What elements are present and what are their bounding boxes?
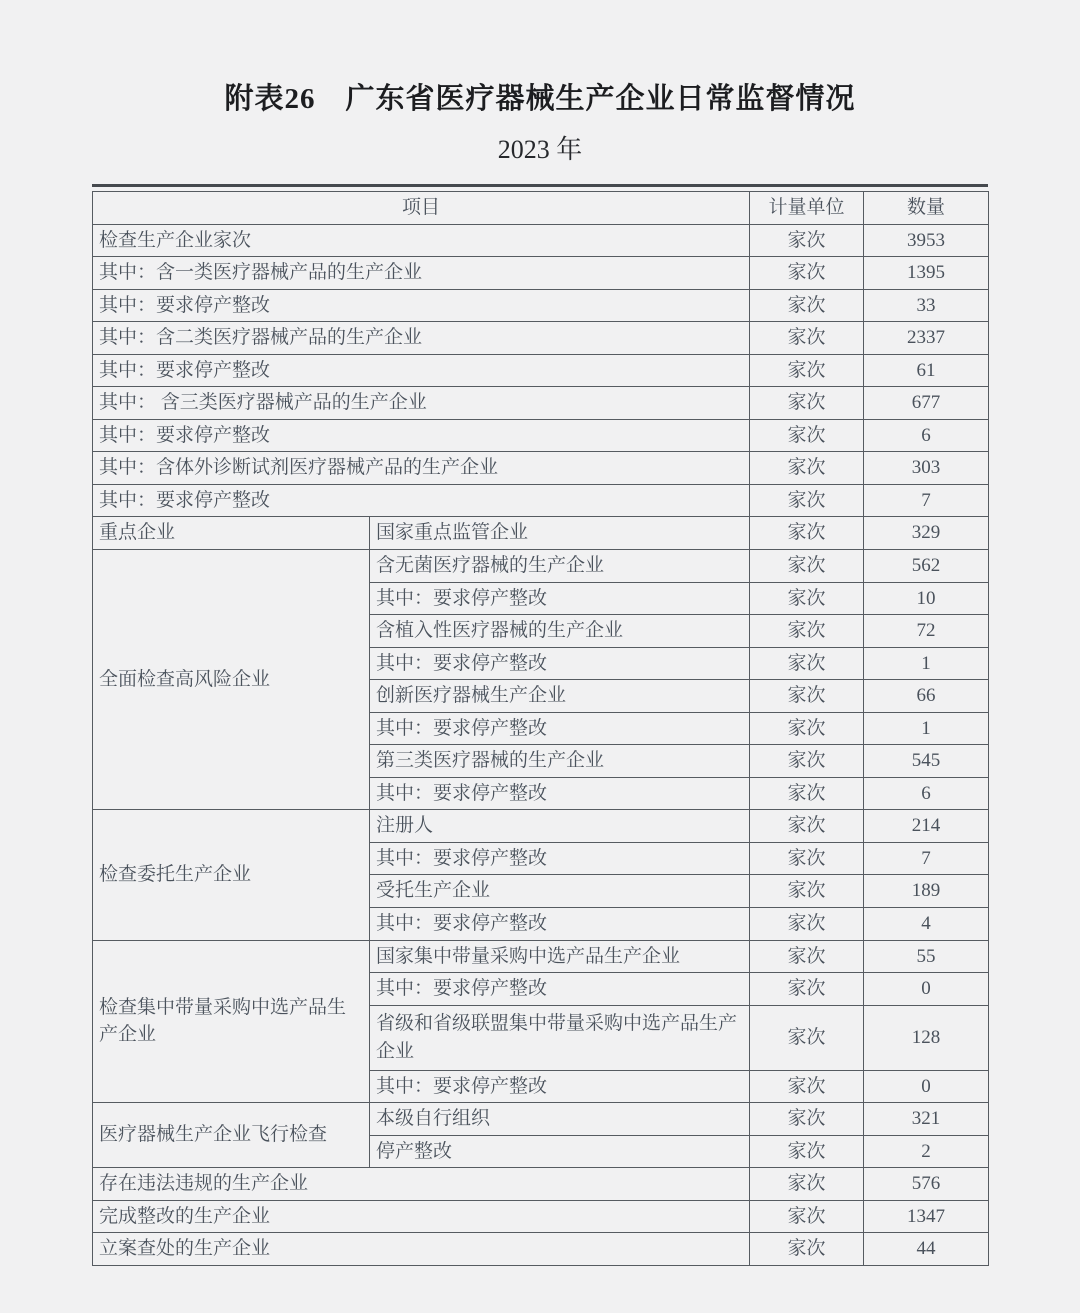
unit-cell: 家次 [750, 257, 864, 290]
quantity-cell: 66 [864, 680, 989, 713]
quantity-cell: 1 [864, 647, 989, 680]
quantity-cell: 2337 [864, 322, 989, 355]
item-cell: 检查生产企业家次 [93, 224, 750, 257]
table-row [93, 289, 989, 322]
column-header-unit: 计量单位 [750, 192, 864, 225]
column-header-qty: 数量 [864, 192, 989, 225]
table-row [93, 322, 989, 355]
unit-cell: 家次 [750, 582, 864, 615]
item-cell: 含植入性医疗器械的生产企业 [370, 615, 750, 648]
quantity-cell: 2 [864, 1135, 989, 1168]
unit-cell: 家次 [750, 419, 864, 452]
table-row [93, 257, 989, 290]
unit-cell: 家次 [750, 1070, 864, 1103]
unit-cell: 家次 [750, 810, 864, 843]
item-cell: 其中：要求停产整改 [93, 484, 750, 517]
item-cell: 立案查处的生产企业 [93, 1233, 750, 1266]
item-cell: 其中：要求停产整改 [370, 647, 750, 680]
quantity-cell: 321 [864, 1103, 989, 1136]
unit-cell: 家次 [750, 1200, 864, 1233]
quantity-cell: 0 [864, 973, 989, 1006]
item-cell: 含无菌医疗器械的生产企业 [370, 550, 750, 583]
quantity-cell: 677 [864, 387, 989, 420]
quantity-cell: 189 [864, 875, 989, 908]
unit-cell: 家次 [750, 1233, 864, 1266]
table-row [93, 354, 989, 387]
unit-cell: 家次 [750, 680, 864, 713]
column-header-item: 项目 [93, 192, 750, 225]
unit-cell: 家次 [750, 387, 864, 420]
item-cell: 本级自行组织 [370, 1103, 750, 1136]
item-cell: 完成整改的生产企业 [93, 1200, 750, 1233]
quantity-cell: 0 [864, 1070, 989, 1103]
item-cell: 国家集中带量采购中选产品生产企业 [370, 940, 750, 973]
quantity-cell: 6 [864, 419, 989, 452]
quantity-cell: 1 [864, 712, 989, 745]
unit-cell: 家次 [750, 615, 864, 648]
unit-cell: 家次 [750, 1103, 864, 1136]
unit-cell: 家次 [750, 1005, 864, 1070]
quantity-cell: 4 [864, 908, 989, 941]
group-label-cell: 全面检查高风险企业 [93, 550, 370, 810]
table-row [93, 1103, 989, 1136]
unit-cell: 家次 [750, 973, 864, 1006]
quantity-cell: 61 [864, 354, 989, 387]
group-label-cell: 检查委托生产企业 [93, 810, 370, 940]
item-cell: 其中：含一类医疗器械产品的生产企业 [93, 257, 750, 290]
item-cell: 其中：要求停产整改 [93, 354, 750, 387]
item-cell: 其中：要求停产整改 [370, 842, 750, 875]
item-cell: 国家重点监管企业 [370, 517, 750, 550]
table-row [93, 940, 989, 973]
table-row [93, 224, 989, 257]
quantity-cell: 33 [864, 289, 989, 322]
item-cell: 其中：要求停产整改 [370, 1070, 750, 1103]
item-cell: 其中：含二类医疗器械产品的生产企业 [93, 322, 750, 355]
quantity-cell: 1395 [864, 257, 989, 290]
unit-cell: 家次 [750, 484, 864, 517]
item-cell: 省级和省级联盟集中带量采购中选产品生产企业 [370, 1005, 750, 1070]
unit-cell: 家次 [750, 354, 864, 387]
unit-cell: 家次 [750, 452, 864, 485]
unit-cell: 家次 [750, 647, 864, 680]
unit-cell: 家次 [750, 712, 864, 745]
table-row [93, 1233, 989, 1266]
table-row [93, 1200, 989, 1233]
quantity-cell: 576 [864, 1168, 989, 1201]
table-row [93, 484, 989, 517]
table-row [93, 387, 989, 420]
item-cell: 受托生产企业 [370, 875, 750, 908]
unit-cell: 家次 [750, 289, 864, 322]
group-label-cell: 检查集中带量采购中选产品生产企业 [93, 940, 370, 1103]
item-cell: 其中：含体外诊断试剂医疗器械产品的生产企业 [93, 452, 750, 485]
unit-cell: 家次 [750, 940, 864, 973]
quantity-cell: 3953 [864, 224, 989, 257]
table-row [93, 1168, 989, 1201]
unit-cell: 家次 [750, 517, 864, 550]
item-cell: 注册人 [370, 810, 750, 843]
item-cell: 其中：要求停产整改 [370, 777, 750, 810]
group-label-cell: 重点企业 [93, 517, 370, 550]
quantity-cell: 10 [864, 582, 989, 615]
quantity-cell: 329 [864, 517, 989, 550]
item-cell: 其中：要求停产整改 [370, 973, 750, 1006]
table-row [93, 517, 989, 550]
item-cell: 停产整改 [370, 1135, 750, 1168]
item-cell: 创新医疗器械生产企业 [370, 680, 750, 713]
quantity-cell: 214 [864, 810, 989, 843]
unit-cell: 家次 [750, 777, 864, 810]
item-cell: 其中： 含三类医疗器械产品的生产企业 [93, 387, 750, 420]
quantity-cell: 55 [864, 940, 989, 973]
unit-cell: 家次 [750, 875, 864, 908]
quantity-cell: 6 [864, 777, 989, 810]
unit-cell: 家次 [750, 745, 864, 778]
unit-cell: 家次 [750, 1168, 864, 1201]
unit-cell: 家次 [750, 908, 864, 941]
quantity-cell: 44 [864, 1233, 989, 1266]
table-body [93, 224, 989, 1265]
item-cell: 第三类医疗器械的生产企业 [370, 745, 750, 778]
quantity-cell: 7 [864, 484, 989, 517]
quantity-cell: 72 [864, 615, 989, 648]
item-cell: 其中：要求停产整改 [370, 582, 750, 615]
table-row [93, 419, 989, 452]
table-row [93, 452, 989, 485]
quantity-cell: 128 [864, 1005, 989, 1070]
unit-cell: 家次 [750, 322, 864, 355]
unit-cell: 家次 [750, 224, 864, 257]
unit-cell: 家次 [750, 842, 864, 875]
quantity-cell: 7 [864, 842, 989, 875]
quantity-cell: 1347 [864, 1200, 989, 1233]
unit-cell: 家次 [750, 550, 864, 583]
item-cell: 存在违法违规的生产企业 [93, 1168, 750, 1201]
table-row [93, 810, 989, 843]
quantity-cell: 303 [864, 452, 989, 485]
table-header-row [93, 192, 989, 225]
item-cell: 其中：要求停产整改 [93, 419, 750, 452]
item-cell: 其中：要求停产整改 [370, 712, 750, 745]
supervision-table-wrapper [92, 184, 988, 1266]
item-cell: 其中：要求停产整改 [370, 908, 750, 941]
table-row [93, 550, 989, 583]
quantity-cell: 562 [864, 550, 989, 583]
page-title: 附表26 广东省医疗器械生产企业日常监督情况 [224, 83, 856, 115]
item-cell: 其中：要求停产整改 [93, 289, 750, 322]
supervision-table [92, 191, 989, 1266]
group-label-cell: 医疗器械生产企业飞行检查 [93, 1103, 370, 1168]
unit-cell: 家次 [750, 1135, 864, 1168]
quantity-cell: 545 [864, 745, 989, 778]
page-subtitle: 2023 年 [497, 135, 583, 164]
